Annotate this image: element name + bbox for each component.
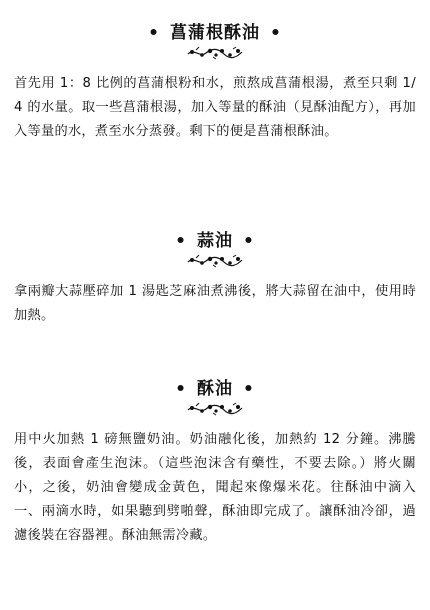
bullet-right: •	[243, 231, 255, 251]
floral-vine-ornament-icon	[186, 254, 244, 268]
section-title	[0, 22, 430, 44]
section-paragraph: 拿兩瓣大蒜壓碎加 1 湯匙芝麻油煮沸後，將大蒜留在油中，使用時加熱。	[14, 284, 416, 323]
section-title	[0, 230, 430, 252]
floral-vine-ornament-icon	[186, 402, 244, 416]
section-paragraph: 首先用 1：8 比例的菖蒲根粉和水，煎熬成菖蒲根湯，煮至只剩 1/4 的水量。取一些菖蒲根湯，加入等量的酥油（見酥油配方），再加入等量的水，煮至水分蒸發。剩下的便是菖蒲根酥油。	[14, 76, 416, 139]
section-title-text: 蒜油	[197, 231, 233, 251]
section-garlic-oil	[0, 230, 430, 328]
floral-vine-ornament-icon	[186, 46, 244, 60]
section-title	[0, 378, 430, 400]
bullet-left: •	[175, 379, 187, 399]
bullet-right: •	[270, 23, 282, 43]
bullet-left: •	[175, 231, 187, 251]
section-ghee	[0, 378, 430, 548]
section-paragraph: 用中火加熱 1 磅無鹽奶油。奶油融化後，加熱約 12 分鐘。沸騰後，表面會產生泡沫。（這些泡沫含有藥性，不要去除。）將火關小，之後，奶油會變成金黃色，聞起來像爆米花。往酥油中滴入一、兩滴水時，如果聽到劈啪聲，酥油即完成了。讓酥油冷卻，過濾後裝在容器裡。酥油無需冷藏。	[14, 432, 416, 543]
bullet-right: •	[243, 379, 255, 399]
section-title-text: 菖蒲根酥油	[170, 23, 260, 43]
section-title-text: 酥油	[197, 379, 233, 399]
bullet-left: •	[148, 23, 160, 43]
section-calamus-ghee	[0, 22, 430, 144]
